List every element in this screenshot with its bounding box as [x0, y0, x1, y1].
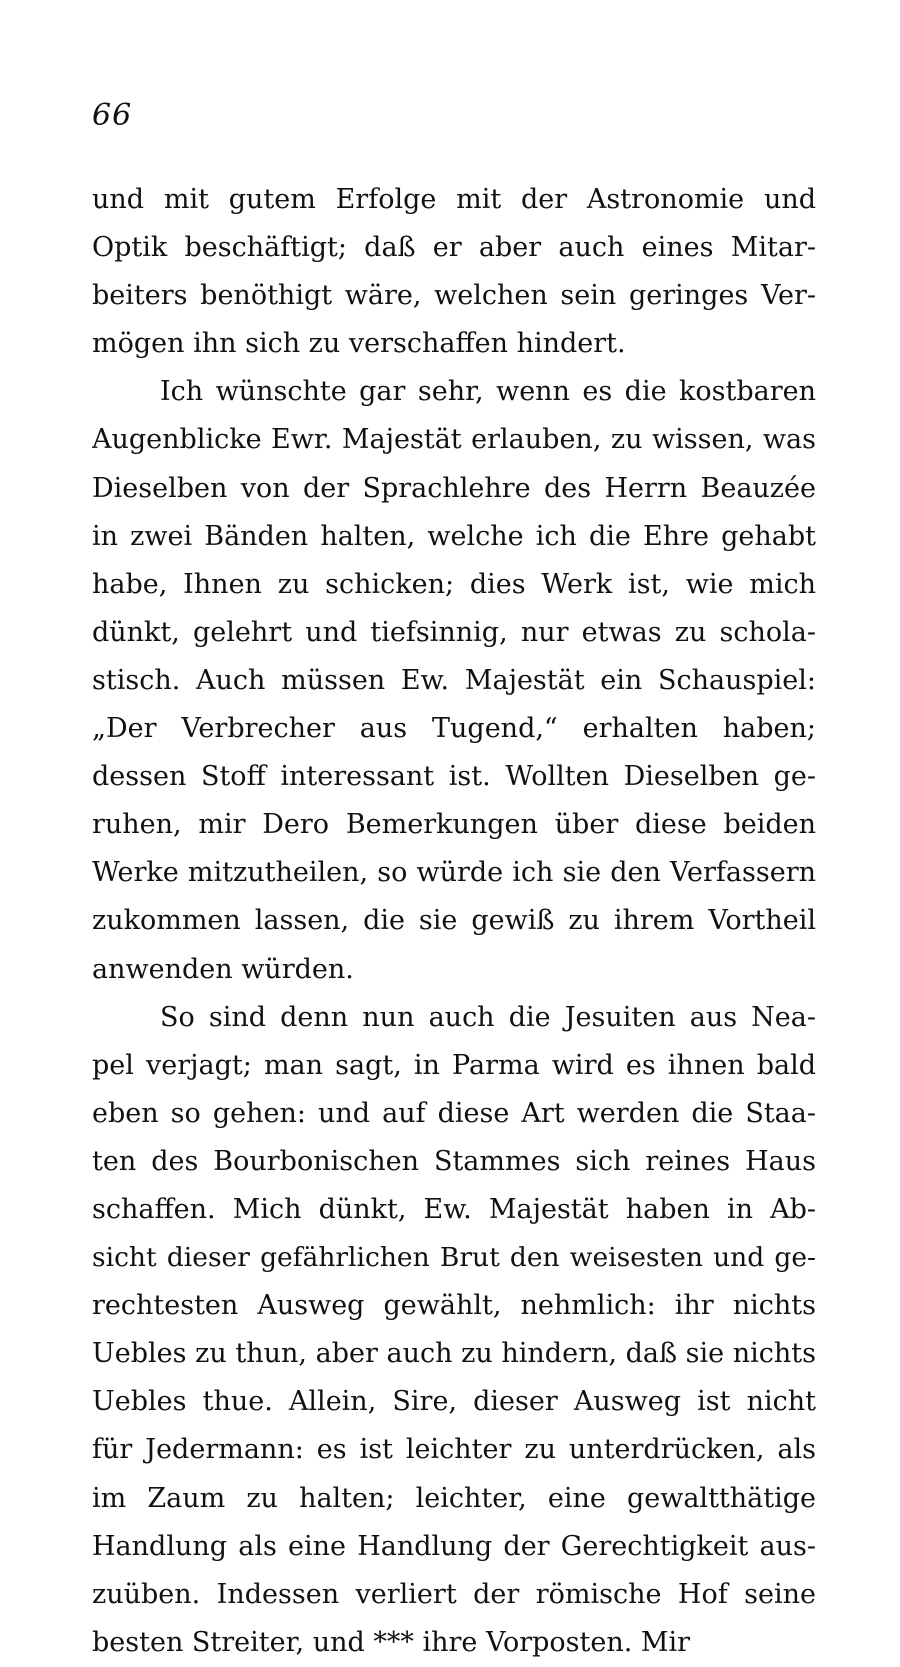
- paragraph: [92, 994, 816, 1667]
- text-line: „Der Verbrecher aus Tugend,“ erhalten haben;: [92, 713, 816, 745]
- text-line: mögen ihn sich zu verschaffen hindert.: [92, 328, 626, 360]
- text-line: dünkt, gelehrt und tiefsinnig, nur etwas zu schola-: [92, 616, 816, 648]
- text-line: Uebles thue. Allein, Sire, dieser Ausweg ist nicht: [92, 1386, 816, 1418]
- text-line: stisch. Auch müssen Ew. Majestät ein Schauspiel:: [92, 664, 816, 696]
- text-line: anwenden würden.: [92, 953, 354, 985]
- text-line: pel verjagt; man sagt, in Parma wird es ihnen bald: [92, 1049, 816, 1081]
- paragraph: [92, 368, 816, 993]
- text-line: schaffen. Mich dünkt, Ew. Majestät haben in Ab-: [92, 1193, 816, 1225]
- text-line: habe, Ihnen zu schicken; dies Werk ist, wie mich: [92, 568, 816, 600]
- text-line: Uebles zu thun, aber auch zu hindern, daß sie nichts: [92, 1338, 816, 1370]
- text-line: beiters benöthigt wäre, welchen sein geringes Ver-: [92, 280, 816, 312]
- text-line: Dieselben von der Sprachlehre des Herrn Beauzée: [92, 472, 816, 504]
- text-line: Werke mitzutheilen, so würde ich sie den Verfassern: [92, 857, 816, 889]
- text-line: dessen Stoff interessant ist. Wollten Dieselben ge-: [92, 761, 816, 793]
- text-line: und mit gutem Erfolge mit der Astronomie und: [92, 184, 816, 215]
- page-number: 66: [92, 98, 133, 133]
- text-line: Ich wünschte gar sehr, wenn es die kostbaren: [160, 376, 816, 408]
- text-line: für Jedermann: es ist leichter zu unterdrücken, als: [92, 1434, 816, 1466]
- text-line: Handlung als eine Handlung der Gerechtigkeit aus-: [92, 1530, 816, 1562]
- text-line: eben so gehen: und auf diese Art werden die Staa-: [92, 1097, 816, 1129]
- text-line: in zwei Bänden halten, welche ich die Ehre gehabt: [92, 520, 816, 552]
- text-line: zuüben. Indessen verliert der römische Hof seine: [92, 1578, 816, 1610]
- text-line: So sind denn nun auch die Jesuiten aus Nea-: [160, 1001, 816, 1033]
- text-line: Augenblicke Ewr. Majestät erlauben, zu wissen, was: [92, 424, 816, 456]
- text-line: ten des Bourbonischen Stammes sich reines Haus: [92, 1145, 816, 1177]
- text-line: ruhen, mir Dero Bemerkungen über diese beiden: [92, 809, 816, 841]
- body-text: [92, 176, 816, 1667]
- text-line: zukommen lassen, die sie gewiß zu ihrem Vortheil: [92, 905, 816, 937]
- text-line: Optik beschäftigt; daß er aber auch eines Mitar-: [92, 232, 816, 264]
- paragraph: [92, 176, 816, 368]
- text-line: sicht dieser gefährlichen Brut den weisesten und ge-: [92, 1242, 816, 1274]
- text-line: rechtesten Ausweg gewählt, nehmlich: ihr nichts: [92, 1290, 816, 1322]
- text-line: im Zaum zu halten; leichter, eine gewaltthätige: [92, 1482, 816, 1514]
- text-line: besten Streiter, und *** ihre Vorposten. Mir: [92, 1626, 691, 1658]
